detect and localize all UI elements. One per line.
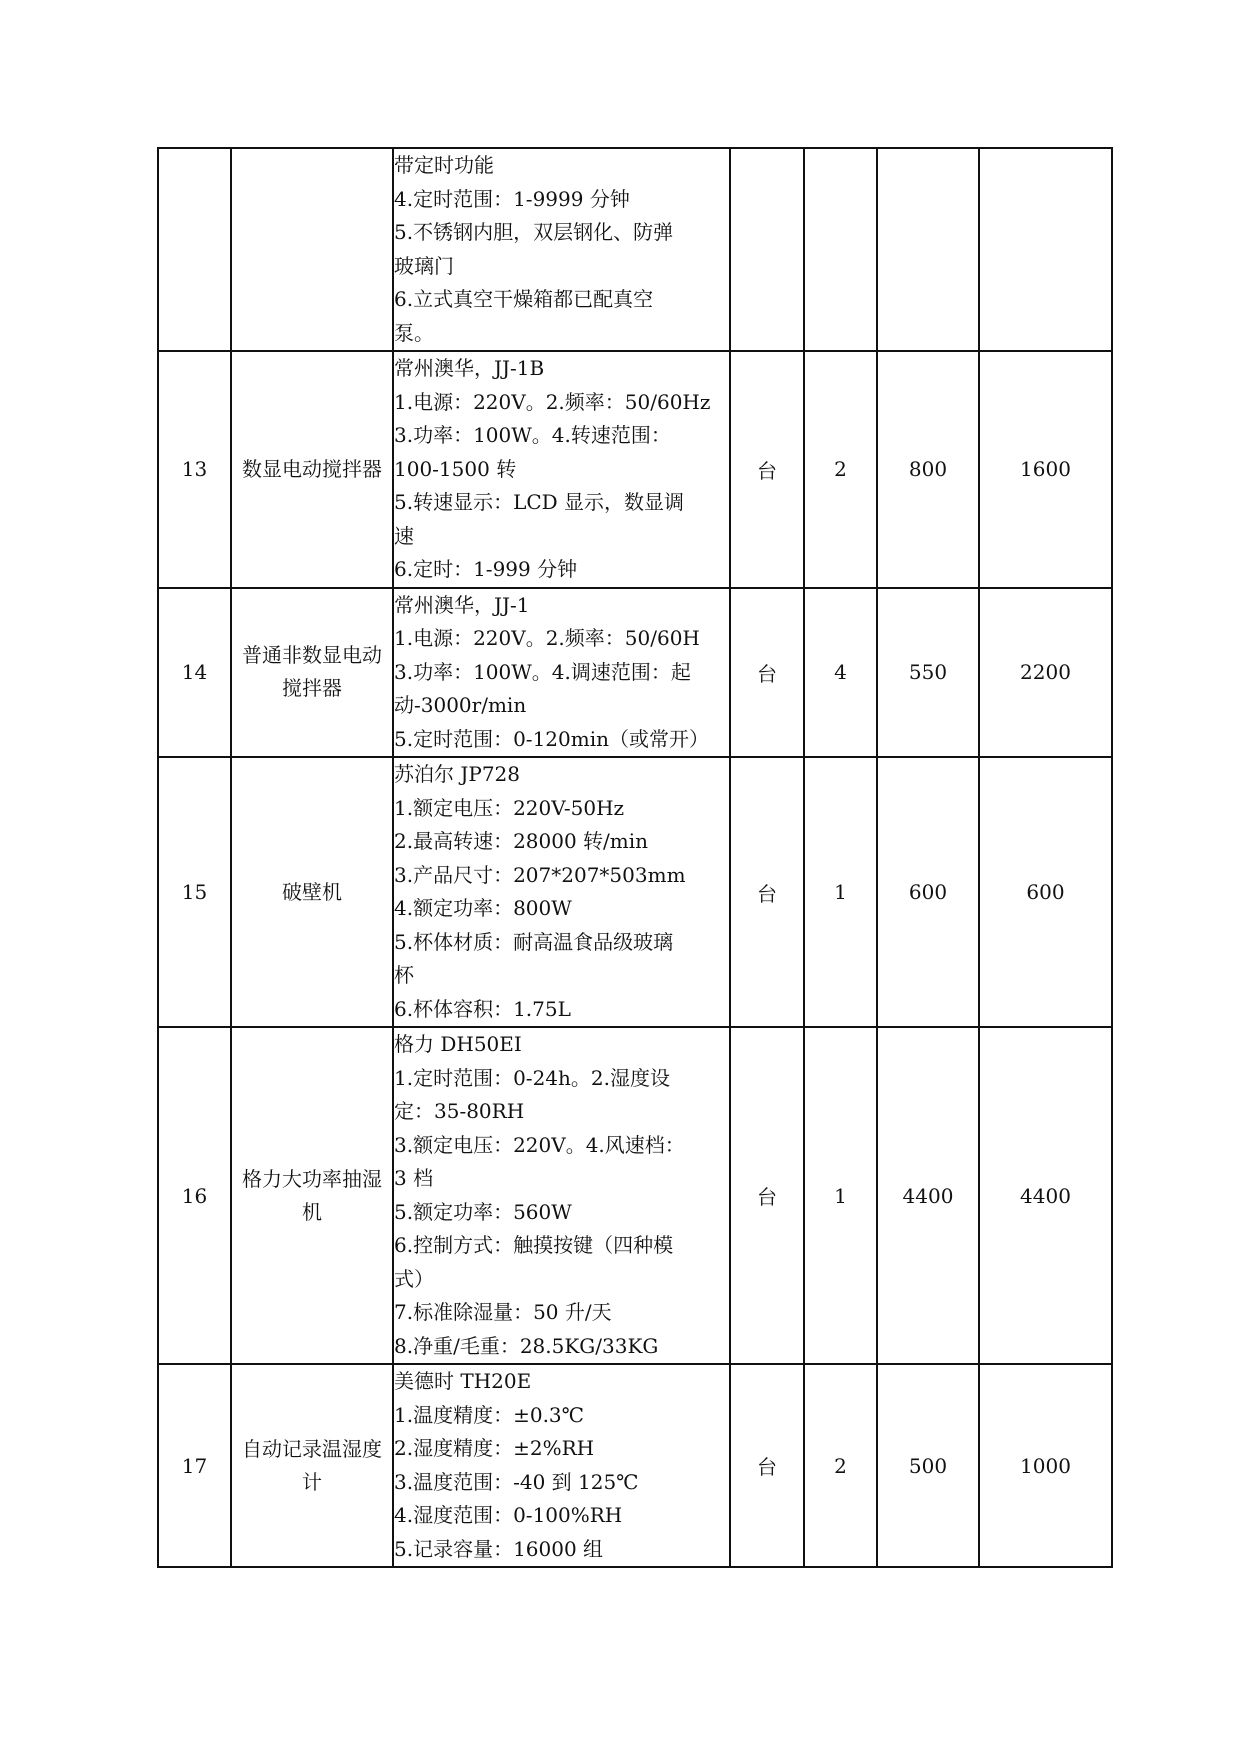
spec-line: 动-3000r/min xyxy=(394,693,527,717)
spec-line: 常州澳华，JJ-1 xyxy=(394,592,530,617)
item-spec-cell xyxy=(393,757,730,1027)
row-number-cell: 14 xyxy=(158,588,231,758)
spec-line: 6.杯体容积：1.75L xyxy=(394,996,571,1021)
total-price-cell: 1600 xyxy=(979,351,1112,588)
unit-cell xyxy=(730,148,804,351)
spec-line: 3.产品尺寸：207*207*503mm xyxy=(394,862,686,887)
spec-line: 1.温度精度：±0.3℃ xyxy=(394,1402,585,1427)
item-name: 自动记录温湿度计 xyxy=(242,1436,382,1494)
spec-line: 5.不锈钢内胆，双层钢化、防弹 xyxy=(394,220,674,244)
item-name-cell xyxy=(231,757,393,1027)
unit-price-cell: 800 xyxy=(877,351,979,588)
item-spec-cell xyxy=(393,351,730,588)
quantity-cell: 2 xyxy=(804,351,877,588)
item-name: 格力大功率抽湿机 xyxy=(242,1166,382,1224)
unit-cell: 台 xyxy=(730,588,804,758)
unit-price-cell: 500 xyxy=(877,1364,979,1567)
unit-cell: 台 xyxy=(730,1027,804,1364)
unit-cell: 台 xyxy=(730,1364,804,1567)
item-name-cell xyxy=(231,588,393,758)
spec-line: 1.额定电压：220V-50Hz xyxy=(394,795,625,820)
spec-line: 3 档 xyxy=(394,1166,434,1190)
spec-line: 4.定时范围：1-9999 分钟 xyxy=(394,186,630,211)
total-price-cell: 600 xyxy=(979,757,1112,1027)
quantity-cell: 1 xyxy=(804,757,877,1027)
row-number-cell: 16 xyxy=(158,1027,231,1364)
spec-line: 6.立式真空干燥箱都已配真空 xyxy=(394,287,654,311)
spec-line: 3.额定电压：220V。4.风速档： xyxy=(394,1132,685,1157)
item-spec-cell xyxy=(393,148,730,351)
total-price-cell: 4400 xyxy=(979,1027,1112,1364)
table-row xyxy=(158,1027,1112,1364)
item-name-cell xyxy=(231,1364,393,1567)
table-row xyxy=(158,351,1112,588)
spec-line: 玻璃门 xyxy=(394,253,454,278)
spec-line: 苏泊尔 JP728 xyxy=(394,762,521,786)
spec-line: 式） xyxy=(394,1266,434,1291)
spec-line: 100-1500 转 xyxy=(394,456,517,481)
spec-line: 8.净重/毛重：28.5KG/33KG xyxy=(394,1333,659,1358)
quantity-cell: 1 xyxy=(804,1027,877,1364)
spec-line: 4.湿度范围：0-100%RH xyxy=(394,1503,623,1527)
equipment-table xyxy=(157,147,1113,1568)
spec-line: 带定时功能 xyxy=(394,153,494,177)
item-name: 破壁机 xyxy=(282,879,342,904)
row-number-cell: 13 xyxy=(158,351,231,588)
unit-price-cell: 4400 xyxy=(877,1027,979,1364)
spec-line: 5.杯体材质：耐高温食品级玻璃 xyxy=(394,929,674,954)
item-name: 数显电动搅拌器 xyxy=(242,456,382,481)
unit-price-cell: 550 xyxy=(877,588,979,758)
table-row xyxy=(158,1364,1112,1567)
quantity-cell: 2 xyxy=(804,1364,877,1567)
quantity-cell: 4 xyxy=(804,588,877,758)
row-number-cell: 17 xyxy=(158,1364,231,1567)
item-name-cell xyxy=(231,148,393,351)
spec-line: 5.转速显示：LCD 显示，数显调 xyxy=(394,490,685,514)
row-number-cell: 15 xyxy=(158,757,231,1027)
spec-line: 7.标准除湿量：50 升/天 xyxy=(394,1300,612,1324)
spec-line: 4.额定功率：800W xyxy=(394,896,572,920)
spec-line: 1.定时范围：0-24h。2.湿度设 xyxy=(394,1065,670,1090)
unit-price-cell: 600 xyxy=(877,757,979,1027)
spec-line: 1.电源：220V。2.频率：50/60Hz xyxy=(394,389,711,414)
unit-cell: 台 xyxy=(730,757,804,1027)
item-name-cell xyxy=(231,1027,393,1364)
spec-line: 2.湿度精度：±2%RH xyxy=(394,1436,595,1460)
item-name: 普通非数显电动搅拌器 xyxy=(242,643,382,701)
table-row xyxy=(158,588,1112,758)
spec-line: 5.记录容量：16000 组 xyxy=(394,1536,604,1561)
spec-line: 泵。 xyxy=(394,320,434,345)
unit-cell: 台 xyxy=(730,351,804,588)
item-name-cell xyxy=(231,351,393,588)
spec-line: 5.定时范围：0-120min（或常开） xyxy=(394,726,709,751)
row-number-cell xyxy=(158,148,231,351)
quantity-cell xyxy=(804,148,877,351)
spec-line: 美德时 TH20E xyxy=(394,1369,532,1393)
spec-line: 3.温度范围：-40 到 125℃ xyxy=(394,1469,639,1494)
spec-line: 3.功率：100W。4.转速范围： xyxy=(394,423,671,447)
spec-line: 6.定时：1-999 分钟 xyxy=(394,557,578,581)
table-row xyxy=(158,757,1112,1027)
item-spec-cell xyxy=(393,1364,730,1567)
spec-line: 杯 xyxy=(394,963,414,987)
spec-line: 定：35-80RH xyxy=(394,1099,525,1123)
spec-line: 1.电源：220V。2.频率：50/60H xyxy=(394,626,700,650)
spec-line: 6.控制方式：触摸按键（四种模 xyxy=(394,1233,674,1257)
total-price-cell: 2200 xyxy=(979,588,1112,758)
spec-line: 速 xyxy=(394,523,414,548)
total-price-cell: 1000 xyxy=(979,1364,1112,1567)
unit-price-cell xyxy=(877,148,979,351)
table-row xyxy=(158,148,1112,351)
spec-line: 常州澳华，JJ-1B xyxy=(394,356,545,380)
spec-line: 3.功率：100W。4.调速范围：起 xyxy=(394,659,691,684)
spec-line: 格力 DH50EI xyxy=(394,1032,522,1056)
total-price-cell xyxy=(979,148,1112,351)
spec-line: 5.额定功率：560W xyxy=(394,1199,572,1224)
item-spec-cell xyxy=(393,588,730,758)
item-spec-cell xyxy=(393,1027,730,1364)
spec-line: 2.最高转速：28000 转/min xyxy=(394,829,649,853)
